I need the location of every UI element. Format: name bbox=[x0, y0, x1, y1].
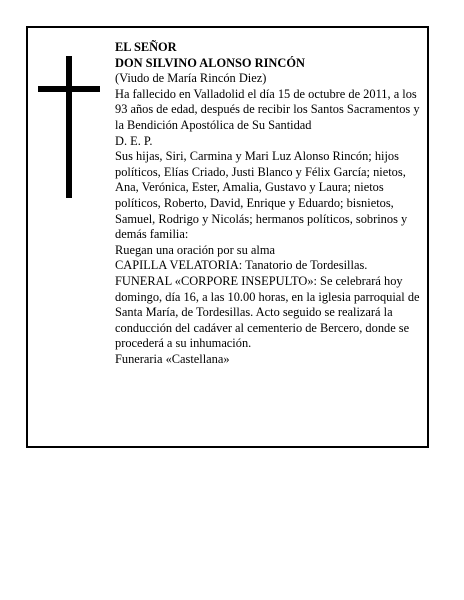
death-announcement: Ha fallecido en Valladolid el día 15 de octubre de 2011, a los 93 años de edad, después de recibir los Santos Sacramentos y la Bendición Apostólica de Su Santidad bbox=[115, 86, 420, 132]
notice-text bbox=[115, 40, 427, 367]
cross-icon bbox=[38, 56, 100, 198]
deceased-name: DON SILVINO ALONSO RINCÓN bbox=[115, 55, 305, 70]
cross-vertical-bar bbox=[66, 56, 72, 198]
family-list: Sus hijas, Siri, Carmina y Mari Luz Alonso Rincón; hijos políticos, Elías Criado, Justi Blanco y Félix García; nietos, Ana, Verónica, Ester, Amalia, Gustavo y Laura; nietos políticos, Roberto, David, Enrique y Eduardo; bisnietos, Samuel, Rodrigo y Nicolás; hermanos políticos, sobrinos y demás familia: bbox=[115, 149, 408, 242]
funeral-info: FUNERAL «CORPORE INSEPULTO»: Se celebrará hoy domingo, día 16, a las 10.00 horas, en la iglesia parroquial de Santa María, de Tordesillas. Acto seguido se realizará la conducción del cadáver al cementerio de Bercero, donde se procederá a su inhumación. bbox=[115, 273, 420, 351]
rip-text: D. E. P. bbox=[115, 133, 153, 148]
obituary-notice bbox=[26, 26, 429, 448]
cross-horizontal-bar bbox=[38, 86, 100, 92]
prayer-request: Ruegan una oración por su alma bbox=[115, 242, 275, 257]
widower-of: (Viudo de María Rincón Diez) bbox=[115, 71, 267, 86]
notice-title: EL SEÑOR bbox=[115, 40, 177, 54]
funeral-home: Funeraria «Castellana» bbox=[115, 351, 230, 366]
wake-info: CAPILLA VELATORIA: Tanatorio de Tordesillas. bbox=[115, 258, 368, 273]
